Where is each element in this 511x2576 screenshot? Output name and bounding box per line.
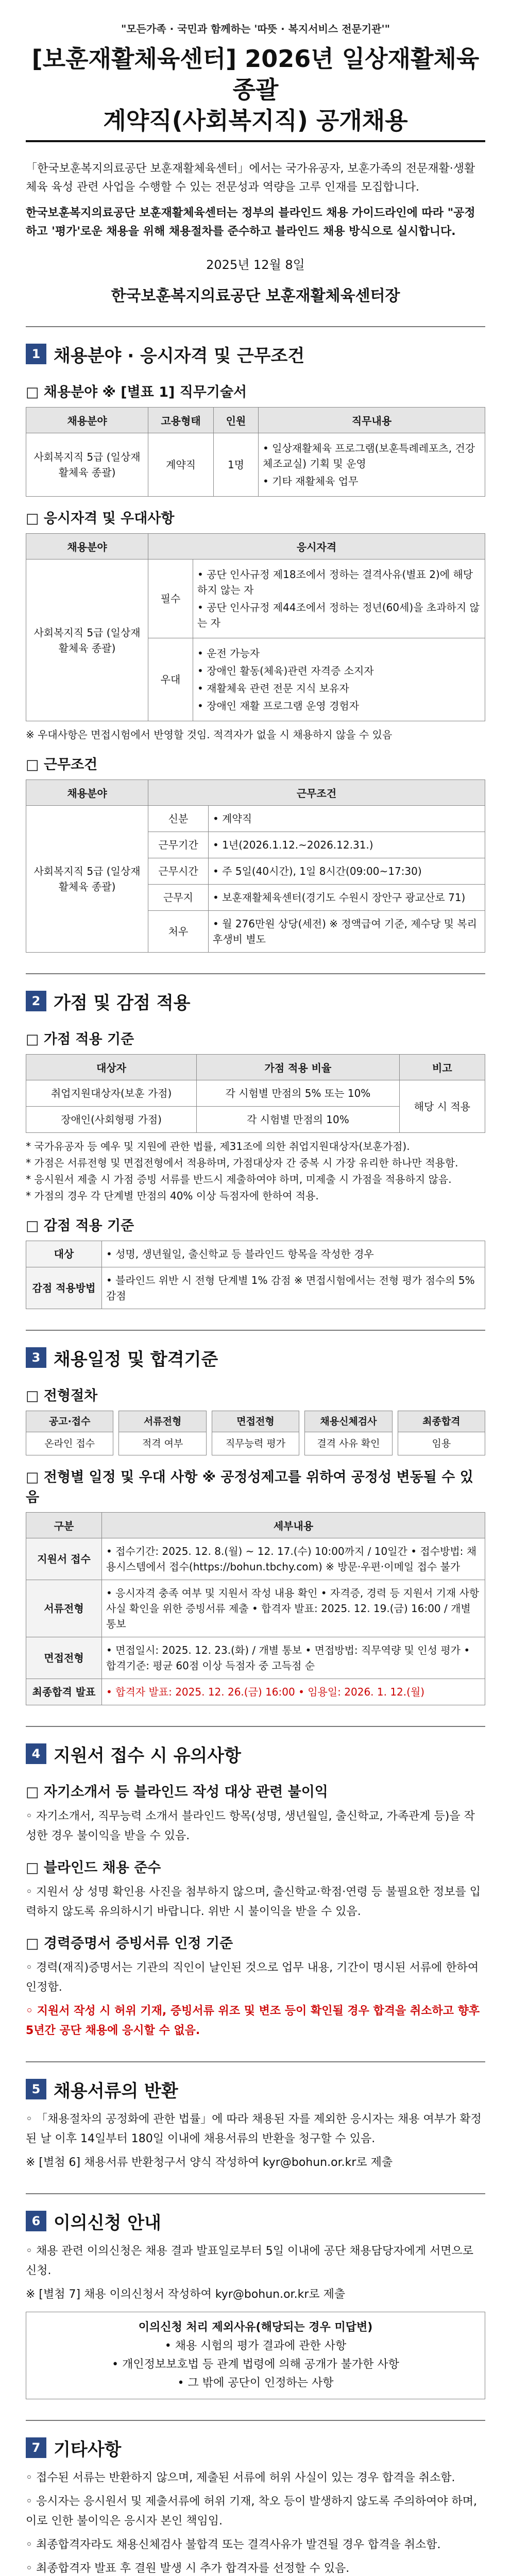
section-6-header (26, 2205, 485, 2238)
process-step (304, 1411, 392, 1455)
misc-item: ◦ 응시자는 응시원서 및 제출서류에 허위 기재, 착오 등이 발생하지 않도록 주의하여야 하며, 이로 인한 불이익은 응시자 본인 책임임. (26, 2495, 477, 2528)
section-number: 4 (26, 1743, 46, 1764)
process-flow (26, 1411, 485, 1455)
requirement-item: • 공단 인사규정 제18조에서 정하는 결격사유(별표 2)에 해당하지 않는 자 (197, 568, 473, 596)
penalty-key: 대상 (26, 1241, 102, 1267)
step-title: 채용신체검사 (305, 1411, 391, 1432)
subheading-qualifications: □ 응시자격 및 우대사항 (26, 511, 175, 527)
page-title (26, 43, 485, 142)
step-title: 면접전형 (212, 1411, 299, 1432)
table-header: 구분 (26, 1513, 102, 1538)
paragraph: ◦ 채용 관련 이의신청은 채용 결과 발표일로부터 5일 이내에 공단 채용담당자에게 서면으로 신청. (26, 2245, 473, 2277)
condition-value: • 계약직 (209, 806, 485, 832)
condition-value: • 보훈재활체육센터(경기도 수원시 장안구 광교산로 71) (209, 885, 485, 911)
bonus-rate: 각 시험별 만점의 10% (197, 1107, 400, 1133)
condition-key: 근무지 (148, 885, 209, 911)
section-title: 채용분야 · 응시자격 및 근무조건 (54, 345, 305, 366)
table-row (26, 1267, 485, 1309)
paragraph: ◦ 지원서 상 성명 확인용 사진을 첨부하지 않으며, 출신학교·학점·연령 등 불필요한 정보를 입력하지 않도록 유의하시기 바랍니다. 위반 시 불이익을 받을 수 있음. (26, 1886, 481, 1918)
table-header: 채용분야 (26, 534, 148, 560)
box-title: 이의신청 처리 제외사유(해당되는 경우 미답변) (138, 2321, 373, 2334)
schedule-key: 최종합격 발표 (26, 1679, 102, 1705)
section-number: 6 (26, 2211, 46, 2231)
subheading-schedule: □ 전형별 일정 및 우대 사항 ※ 공정성제고를 위하여 공정성 변동될 수 있음 (26, 1469, 473, 1505)
step-desc: 온라인 접수 (44, 1438, 95, 1449)
condition-value: • 1년(2026.1.12.~2026.12.31.) (209, 832, 485, 858)
section-title: 채용서류의 반환 (54, 2080, 178, 2102)
table-row (26, 1637, 485, 1679)
misc-item: ◦ 최종합격자라도 채용신체검사 불합격 또는 결격사유가 발견될 경우 합격을 취소함. (26, 2538, 441, 2551)
subheading-conditions: □ 근무조건 (26, 757, 98, 773)
preference-item: • 장애인 재활 프로그램 운영 경험자 (197, 700, 360, 712)
table-header: 세부내용 (102, 1513, 485, 1538)
schedule-key: 서류전형 (26, 1580, 102, 1637)
schedule-key: 면접전형 (26, 1637, 102, 1679)
process-step (398, 1411, 485, 1455)
section-7-header (26, 2431, 485, 2464)
subheading-evidence: □ 경력증명서 증빙서류 인정 기준 (26, 1936, 233, 1952)
condition-key: 신분 (148, 806, 209, 832)
organization-name: 한국보훈복지의료공단 보훈재활체육센터장 (111, 287, 400, 305)
schedule-value: • 접수기간: 2025. 12. 8.(월) ~ 12. 17.(수) 10:00까지 / 10일간 • 접수방법: 채용시스템에서 접수(https://bohun.tbchy.com) ※ 방문·우편·이메일 접수 불가 (102, 1538, 485, 1580)
bonus-note-item: * 가점의 경우 각 단계별 만점의 40% 이상 득점자에 한하여 적용. (26, 1190, 319, 1202)
bonus-table (26, 1054, 485, 1133)
schedule-table (26, 1512, 485, 1705)
objection-exclusion-box (26, 2312, 485, 2399)
position-field: 사회복지직 5급 (일상재활체육 종괄) (26, 433, 148, 497)
headcount: 1명 (214, 433, 259, 497)
title-line-1: [보훈재활체육센터] 2026년 일상재활체육 종괄 (31, 45, 480, 104)
process-step (118, 1411, 206, 1455)
penalty-value: • 성명, 생년월일, 출신학교 등 블라인드 항목을 작성한 경우 (102, 1241, 485, 1267)
subheading-positions: □ 채용분야 ※ [별표 1] 직무기술서 (26, 384, 247, 400)
preferred-cell (193, 638, 485, 721)
positions-table (26, 407, 485, 497)
section-5 (26, 2061, 485, 2173)
table-header: 채용분야 (26, 780, 148, 806)
bonus-note-item: * 가점은 서류전형 및 면접전형에서 적용하며, 가점대상자 간 중복 시 가장 유리한 하나만 적용함. (26, 1157, 458, 1169)
process-step (212, 1411, 299, 1455)
qualifications-note: ※ 우대사항은 면접시험에서 반영할 것임. 적격자가 없을 시 채용하지 않을 수 있음 (26, 728, 393, 741)
table-row (26, 1538, 485, 1580)
section-title: 기타사항 (54, 2439, 122, 2460)
box-item: • 채용 시험의 평가 결과에 관한 사항 (164, 2340, 347, 2352)
intro (26, 160, 485, 241)
condition-key: 근무시간 (148, 858, 209, 885)
step-desc: 직무능력 평가 (225, 1438, 286, 1449)
step-desc: 임용 (432, 1438, 451, 1449)
penalty-table (26, 1241, 485, 1309)
table-header: 고용형태 (148, 408, 214, 433)
section-number: 2 (26, 991, 46, 1011)
table-row (26, 1080, 485, 1107)
section-6 (26, 2193, 485, 2399)
bonus-target: 취업지원대상자(보훈 가점) (26, 1080, 197, 1107)
subheading-penalty: □ 감점 적용 기준 (26, 1218, 134, 1234)
table-header: 직무내용 (259, 408, 485, 433)
title-line-2: 계약직(사회복지직) 공개채용 (103, 107, 408, 134)
table-header: 대상자 (26, 1055, 197, 1080)
table-row (26, 806, 485, 832)
preference-item: • 재활체육 관련 전문 지식 보유자 (197, 682, 349, 694)
section-number: 5 (26, 2079, 46, 2099)
condition-key: 근무기간 (148, 832, 209, 858)
employment-type: 계약직 (148, 433, 214, 497)
table-header: 가점 적용 비율 (197, 1055, 400, 1080)
bonus-note-item: * 국가유공자 등 예우 및 지원에 관한 법률, 제31조에 의한 취업지원대상자(보훈가점). (26, 1140, 410, 1153)
box-item: • 개인정보보호법 등 관계 법령에 의해 공개가 불가한 사항 (112, 2358, 399, 2371)
table-header: 응시자격 (148, 534, 485, 560)
section-7 (26, 2420, 485, 2576)
section-title: 채용일정 및 합격기준 (54, 1349, 218, 1370)
table-header: 채용분야 (26, 408, 148, 433)
penalty-value: • 블라인드 위반 시 전형 단계별 1% 감점 ※ 면접시험에서는 전형 평가 점수의 5% 감점 (102, 1267, 485, 1309)
table-row (26, 433, 485, 497)
section-title: 가점 및 감점 적용 (54, 992, 191, 1013)
section-number: 3 (26, 1347, 46, 1368)
condition-key: 처우 (148, 911, 209, 953)
table-header: 근무조건 (148, 780, 485, 806)
table-header: 인원 (214, 408, 259, 433)
preference-item: • 장애인 활동(체육)관련 자격증 소지자 (197, 665, 374, 677)
step-title: 공고·접수 (26, 1411, 113, 1432)
schedule-value: • 합격자 발표: 2025. 12. 26.(금) 16:00 • 임용일: 2026. 1. 12.(월) (102, 1679, 485, 1705)
table-row (26, 1580, 485, 1637)
misc-item: ◦ 최종합격자 발표 후 결원 발생 시 추가 합격자를 선정할 수 있음. (26, 2562, 350, 2575)
schedule-key: 지원서 접수 (26, 1538, 102, 1580)
intro-paragraph-1: 「한국보훈복지의료공단 보훈재활체육센터」에서는 국가유공자, 보훈가족의 전문재활·생활체육 육성 관련 사업을 수행할 수 있는 전문성과 역량을 고루 인재를 모집합니다. (26, 162, 475, 194)
bonus-target: 장애인(사회형평 가점) (26, 1107, 197, 1133)
bonus-note-item: * 응시원서 제출 시 가점 증빙 서류를 반드시 제출하여야 하며, 미제출 시 가점을 적용하지 않음. (26, 1173, 452, 1185)
warning-paragraph: ◦ 지원서 작성 시 허위 기재, 증빙서류 위조 및 변조 등이 확인될 경우 합격을 취소하고 향후 5년간 공단 채용에 응시할 수 없음. (26, 2005, 480, 2037)
section-4 (26, 1726, 485, 2041)
qualifications-table (26, 533, 485, 721)
box-item: • 그 밖에 공단이 인정하는 사항 (177, 2377, 334, 2389)
paragraph: ◦ 「채용절차의 공정화에 관한 법률」에 따라 채용된 자를 제외한 응시자는 채용 여부가 확정된 날 이후 14일부터 180일 이내에 채용서류의 반환을 청구할 수 있음. (26, 2113, 482, 2145)
penalty-key: 감점 적용방법 (26, 1267, 102, 1309)
subheading-bonus: □ 가점 적용 기준 (26, 1031, 134, 1047)
step-desc: 적격 여부 (142, 1438, 183, 1449)
schedule-value: • 면접일시: 2025. 12. 23.(화) / 개별 통보 • 면접방법: 직무역량 및 인성 평가 • 합격기준: 평균 60점 이상 득점자 중 고득점 순 (102, 1637, 485, 1679)
subheading-process: □ 전형절차 (26, 1388, 98, 1404)
section-1 (26, 326, 485, 953)
section-2 (26, 973, 485, 1309)
section-3 (26, 1330, 485, 1705)
paragraph: ※ [별첨 6] 채용서류 반환청구서 양식 작성하여 kyr@bohun.or.kr로 제출 (26, 2156, 393, 2169)
misc-item: ◦ 접수된 서류는 반환하지 않으며, 제출된 서류에 허위 사실이 있는 경우 합격을 취소함. (26, 2471, 455, 2484)
paragraph: ◦ 경력(재직)증명서는 기관의 직인이 날인된 것으로 업무 내용, 기간이 명시된 서류에 한하여 인정함. (26, 1961, 479, 1994)
subheading-blind-rule: □ 블라인드 채용 준수 (26, 1860, 161, 1876)
paragraph: ※ [별첨 7] 채용 이의신청서 작성하여 kyr@bohun.or.kr로 제출 (26, 2288, 346, 2301)
required-cell (193, 560, 485, 638)
schedule-value: • 응시자격 충족 여부 및 지원서 작성 내용 확인 • 자격증, 경력 등 지원서 기재 사항 사실 확인을 위한 증빙서류 제출 • 합격자 발표: 2025. 12. 19.(금) 16:00 / 개별 통보 (102, 1580, 485, 1637)
subheading-blind-penalty: □ 자기소개서 등 블라인드 작성 대상 관련 불이익 (26, 1784, 328, 1800)
conditions-table (26, 779, 485, 953)
section-1-header (26, 337, 485, 370)
section-title: 지원서 접수 시 유의사항 (54, 1745, 241, 1766)
section-title: 이의신청 안내 (54, 2212, 161, 2233)
process-step (26, 1411, 113, 1455)
bonus-rate: 각 시험별 만점의 5% 또는 10% (197, 1080, 400, 1107)
position-field: 사회복지직 5급 (일상재활체육 종괄) (26, 806, 148, 953)
intro-paragraph-2: 한국보훈복지의료공단 보훈재활체육센터는 정부의 블라인드 채용 가이드라인에 따라 "공정하고 '평가'로운 채용을 위해 채용절차를 준수하고 블라인드 채용 방식으로 실시합니다. (26, 207, 475, 238)
section-2-header (26, 985, 485, 1018)
preference-item: • 운전 가능자 (197, 647, 260, 659)
section-number: 1 (26, 344, 46, 364)
bonus-notes (26, 1138, 485, 1204)
title-divider (26, 140, 485, 142)
table-row (26, 1679, 485, 1705)
step-title: 서류전형 (119, 1411, 206, 1432)
table-row (26, 1241, 485, 1267)
paragraph: ◦ 자기소개서, 직무능력 소개서 블라인드 항목(성명, 생년월일, 출신학교, 가족관계 등)을 작성한 경우 불이익을 받을 수 있음. (26, 1810, 475, 1842)
section-number: 7 (26, 2437, 46, 2458)
bonus-note: 해당 시 적용 (399, 1080, 485, 1133)
table-row (26, 560, 485, 638)
duty-item: • 기타 재활체육 업무 (263, 475, 359, 487)
condition-value: • 월 276만원 상당(세전) ※ 정액급여 기준, 제수당 및 복리후생비 별도 (209, 911, 485, 953)
slogan: "모든가족 · 국민과 함께하는 '따뜻 · 복지서비스 전문기관'" (121, 23, 390, 35)
section-3-header (26, 1341, 485, 1374)
duties-cell (259, 433, 485, 497)
section-4-header (26, 1737, 485, 1770)
step-title: 최종합격 (398, 1411, 485, 1432)
table-header: 비고 (399, 1055, 485, 1080)
preferred-label: 우대 (148, 638, 193, 721)
requirement-item: • 공단 인사규정 제44조에서 정하는 정년(60세)을 초과하지 않는 자 (197, 601, 480, 629)
condition-value: • 주 5일(40시간), 1일 8시간(09:00~17:30) (209, 858, 485, 885)
required-label: 필수 (148, 560, 193, 638)
duty-item: • 일상재활체육 프로그램(보훈특례레포츠, 건강체조교실) 기획 및 운영 (263, 442, 475, 470)
position-field: 사회복지직 5급 (일상재활체육 종괄) (26, 560, 148, 721)
step-desc: 결격 사유 확인 (317, 1438, 380, 1449)
posting-date: 2025년 12월 8일 (206, 258, 305, 272)
section-5-header (26, 2073, 485, 2106)
